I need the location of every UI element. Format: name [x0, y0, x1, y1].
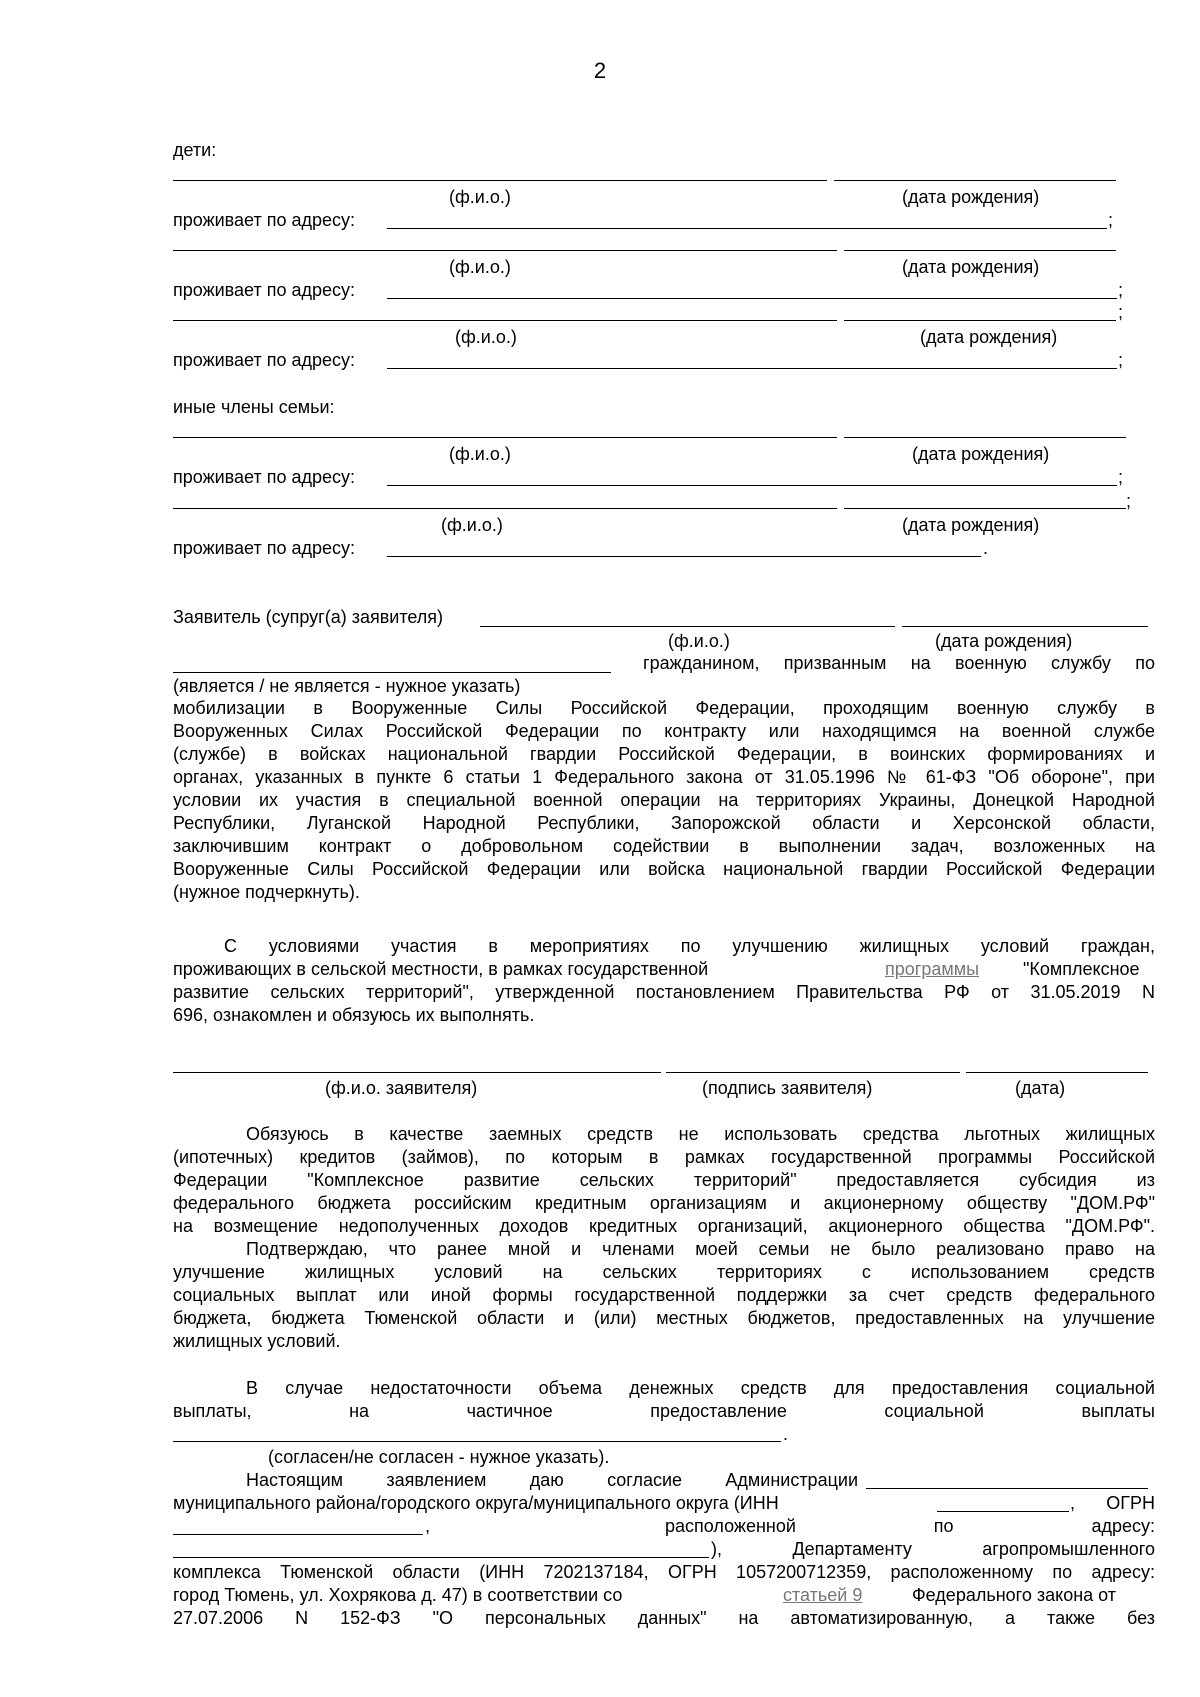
insufficient-answer-line[interactable]: [173, 1441, 781, 1442]
signature-date-line[interactable]: [966, 1072, 1148, 1073]
child3-dob-line[interactable]: [844, 320, 1116, 321]
child3-line-semicolon: ;: [1118, 302, 1124, 322]
signature-fio-line[interactable]: [173, 1072, 661, 1073]
child2-address-line[interactable]: [387, 298, 1117, 299]
applicant-fio-caption: (ф.и.о.): [668, 631, 730, 651]
member2-line-semicolon: ;: [1126, 491, 1132, 511]
member2-fio-caption: (ф.и.о.): [441, 515, 503, 535]
signature-sign-caption: (подпись заявителя): [702, 1078, 873, 1098]
applicant-label: Заявитель (супруг(а) заявителя): [173, 607, 444, 627]
consent-line: ), Департаменту агропромышленного: [711, 1539, 1155, 1559]
insufficient-hint: (согласен/не согласен - нужное указать).: [268, 1447, 610, 1467]
child2-dob-caption: (дата рождения): [902, 257, 1040, 277]
confirm-line: бюджета, бюджета Тюменской области и (или) местных бюджетов, предоставленных на улучшение: [173, 1308, 1155, 1328]
insufficient-line: выплаты, на частичное предоставление социальной выплаты: [173, 1401, 1155, 1421]
member1-dob-line[interactable]: [844, 437, 1126, 438]
insufficient-line: В случае недостаточности объема денежных средств для предоставления социальной: [246, 1378, 1155, 1398]
consent-line: город Тюмень, ул. Хохрякова д. 47) в соответствии со: [173, 1585, 623, 1605]
child3-fio-caption: (ф.и.о.): [455, 327, 517, 347]
applicant-status-hint: (является / не является - нужное указать): [173, 676, 521, 696]
applicant-status-line[interactable]: [173, 672, 611, 673]
mobilization-line: (службе) в войсках национальной гвардии Российской Федерации, в воинских формированиях и: [173, 744, 1155, 764]
applicant-fio-line[interactable]: [480, 626, 895, 627]
conditions-line: проживающих в сельской местности, в рамках государственной: [173, 959, 709, 979]
child3-address-label: проживает по адресу:: [173, 350, 355, 370]
child1-fio-caption: (ф.и.о.): [449, 187, 511, 207]
child1-dob-caption: (дата рождения): [902, 187, 1040, 207]
consent-line: Федерального закона от: [912, 1585, 1117, 1605]
conditions-line: 696, ознакомлен и обязуюсь их выполнять.: [173, 1005, 535, 1025]
applicant-citizen-text: гражданином, призванным на военную службу по: [643, 653, 1155, 673]
child1-fio-line[interactable]: [173, 180, 827, 181]
child1-address-label: проживает по адресу:: [173, 210, 355, 230]
child3-dob-caption: (дата рождения): [920, 327, 1058, 347]
article-link[interactable]: статьей 9: [783, 1585, 863, 1605]
obligation-line: на возмещение недополученных доходов кредитных организаций, акционерного общества "ДОМ.РФ".: [173, 1216, 1155, 1236]
mobilization-line: условии их участия в специальной военной операции на территориях Украины, Донецкой Народной: [173, 790, 1155, 810]
member1-fio-caption: (ф.и.о.): [449, 444, 511, 464]
conditions-line: развитие сельских территорий", утвержденной постановлением Правительства РФ от 31.05.2019 N: [173, 982, 1155, 1002]
member1-address-label: проживает по адресу:: [173, 467, 355, 487]
mobilization-line: заключившим контракт о добровольном содействии в выполнении задач, возложенных на: [173, 836, 1155, 856]
member2-period: .: [983, 538, 989, 558]
page-number: 2: [593, 58, 607, 83]
consent-line: Настоящим заявлением даю согласие Администрации: [246, 1470, 858, 1490]
signature-sign-line[interactable]: [666, 1072, 960, 1073]
child1-dob-line[interactable]: [834, 180, 1116, 181]
consent-line: 27.07.2006 N 152-ФЗ "О персональных данных" на автоматизированную, а также без: [173, 1608, 1155, 1628]
member1-address-line[interactable]: [387, 485, 1117, 486]
mobilization-line: мобилизации в Вооруженные Силы Российской Федерации, проходящим военную службу в: [173, 698, 1155, 718]
conditions-line: С условиями участия в мероприятиях по улучшению жилищных условий граждан,: [224, 936, 1155, 956]
other-members-heading: иные члены семьи:: [173, 397, 335, 417]
member2-dob-line[interactable]: [844, 508, 1126, 509]
child2-fio-line[interactable]: [173, 250, 837, 251]
obligation-line: федерального бюджета российским кредитным организациям и акционерному обществу "ДОМ.РФ": [173, 1193, 1155, 1213]
consent-inn-line[interactable]: [937, 1511, 1069, 1512]
child3-fio-line[interactable]: [173, 320, 837, 321]
applicant-dob-caption: (дата рождения): [935, 631, 1073, 651]
consent-ogrn-label: , ОГРН: [1070, 1493, 1155, 1513]
obligation-line: Обязуюсь в качестве заемных средств не использовать средства льготных жилищных: [246, 1124, 1155, 1144]
member2-address-line[interactable]: [387, 556, 981, 557]
obligation-line: (ипотечных) кредитов (займов), по которым в рамках государственной программы Российской: [173, 1147, 1155, 1167]
consent-line: муниципального района/городского округа/муниципального округа (ИНН: [173, 1493, 779, 1513]
child2-address-label: проживает по адресу:: [173, 280, 355, 300]
mobilization-last-line: (нужное подчеркнуть).: [173, 882, 360, 902]
child3-address-line[interactable]: [387, 368, 1117, 369]
conditions-line: "Комплексное: [1023, 959, 1140, 979]
consent-admin-line[interactable]: [866, 1488, 1148, 1489]
consent-ogrn-line[interactable]: [173, 1534, 423, 1535]
mobilization-line: Республики, Луганской Народной Республики, Запорожской области и Херсонской области,: [173, 813, 1155, 833]
signature-fio-caption: (ф.и.о. заявителя): [325, 1078, 478, 1098]
insufficient-period: .: [783, 1424, 789, 1444]
child2-fio-caption: (ф.и.о.): [449, 257, 511, 277]
signature-date-caption: (дата): [1015, 1078, 1066, 1098]
confirm-line: социальных выплат или иной формы государственной поддержки за счет средств федерального: [173, 1285, 1155, 1305]
member1-dob-caption: (дата рождения): [912, 444, 1050, 464]
confirm-line: улучшение жилищных условий на сельских территориях с использованием средств: [173, 1262, 1155, 1282]
consent-address-label: расположенной по адресу:: [665, 1516, 1155, 1536]
consent-line: комплекса Тюменской области (ИНН 7202137184, ОГРН 1057200712359, расположенному по адресу:: [173, 1562, 1155, 1582]
mobilization-line: органах, указанных в пункте 6 статьи 1 Федерального закона от 31.05.1996 № 61-ФЗ "Об обороне", при: [173, 767, 1155, 787]
child1-address-line[interactable]: [387, 228, 1107, 229]
mobilization-line: Вооруженных Силах Российской Федерации по контракту или находящимся на военной службе: [173, 721, 1155, 741]
member1-semicolon: ;: [1118, 467, 1124, 487]
applicant-dob-line[interactable]: [902, 626, 1148, 627]
mobilization-line: Вооруженные Силы Российской Федерации или войска национальной гвардии Российской Федерации: [173, 859, 1155, 879]
consent-address-line[interactable]: [173, 1557, 709, 1558]
program-link[interactable]: программы: [885, 959, 980, 979]
member2-fio-line[interactable]: [173, 508, 837, 509]
confirm-line: Подтверждаю, что ранее мной и членами моей семьи не было реализовано право на: [246, 1239, 1155, 1259]
child1-semicolon: ;: [1108, 210, 1114, 230]
member2-address-label: проживает по адресу:: [173, 538, 355, 558]
child2-semicolon: ;: [1118, 280, 1124, 300]
child2-dob-line[interactable]: [844, 250, 1116, 251]
member2-dob-caption: (дата рождения): [902, 515, 1040, 535]
child3-semicolon: ;: [1118, 350, 1124, 370]
obligation-line: Федерации "Комплексное развитие сельских территорий" предоставляется субсидия из: [173, 1170, 1155, 1190]
consent-comma: ,: [425, 1516, 431, 1536]
member1-fio-line[interactable]: [173, 437, 837, 438]
children-heading: дети:: [173, 140, 217, 160]
confirm-last-line: жилищных условий.: [173, 1331, 341, 1351]
